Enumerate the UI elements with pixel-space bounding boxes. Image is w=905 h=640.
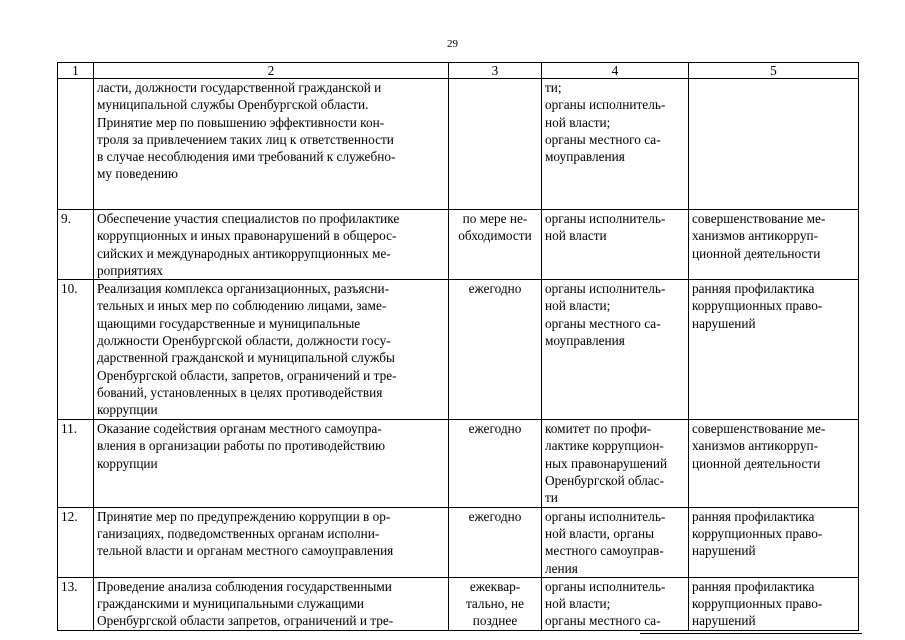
text-line: позднее <box>472 613 518 629</box>
text-line: ханизмов антикорруп- <box>692 438 819 454</box>
deadline-text <box>449 79 542 210</box>
text-line: ти <box>545 490 558 506</box>
item-number: 13. <box>58 577 94 630</box>
text-line: щающими государственные и муниципальные <box>97 315 361 331</box>
column-header-5: 5 <box>689 63 859 79</box>
expected-result-text <box>689 420 859 507</box>
text-line: лактике коррупцион- <box>545 438 664 454</box>
table-header-row <box>58 63 859 79</box>
executor-text <box>542 577 689 630</box>
text-line: ежеквар- <box>469 578 521 594</box>
text-line: троля за привлечением таких лиц к ответственности <box>97 131 394 147</box>
text-line: ежегодно <box>468 281 522 297</box>
text-line: по мере не- <box>462 211 528 226</box>
item-number: 11. <box>58 420 94 507</box>
item-number: 12. <box>58 507 94 577</box>
text-line: муниципальной службы Оренбургской области. <box>97 97 369 113</box>
text-line: коррупционных право- <box>692 596 823 612</box>
executor-text <box>542 507 689 577</box>
text-line: Оказание содействия органам местного самоупра- <box>97 421 382 437</box>
text-line: органы исполнитель- <box>545 211 666 226</box>
measure-text <box>94 280 449 420</box>
text-line: органы местного са- <box>545 613 661 629</box>
text-line: ранняя профилактика <box>692 281 815 297</box>
executor-text <box>542 280 689 420</box>
text-line: Проведение анализа соблюдения государственными <box>97 578 392 594</box>
text-line: ционной деятельности <box>692 455 821 471</box>
text-line: Принятие мер по повышению эффективности кон- <box>97 114 385 130</box>
measure-text <box>94 79 449 210</box>
bottom-divider <box>640 633 862 634</box>
column-header-1: 1 <box>58 63 94 79</box>
text-line: органы местного са- <box>545 315 661 331</box>
text-line: Обеспечение участия специалистов по профилактике <box>97 211 400 226</box>
text-line: органы исполнитель- <box>545 97 666 113</box>
text-line: Оренбургской области, запретов, ограничений и тре- <box>97 367 397 383</box>
text-line: органы исполнитель- <box>545 578 666 594</box>
item-number: 9. <box>58 210 94 280</box>
text-line: ционной деятельности <box>692 245 821 261</box>
text-line: бований, установленных в целях противодействия <box>97 384 383 400</box>
expected-result-text <box>689 79 859 210</box>
text-line: ранняя профилактика <box>692 508 815 524</box>
text-line: ной власти; <box>545 114 611 130</box>
measures-table <box>57 62 859 631</box>
text-line: ной власти, органы <box>545 525 655 541</box>
table-row <box>58 210 859 280</box>
text-line: ной власти <box>545 228 607 244</box>
text-line: комитет по профи- <box>545 421 652 437</box>
text-line: ной власти; <box>545 298 611 314</box>
text-line: тельной власти и органам местного самоуправления <box>97 543 394 559</box>
text-line: ежегодно <box>468 421 522 437</box>
text-line: нарушений <box>692 613 756 629</box>
text-line: обходимости <box>458 228 532 244</box>
item-number: 10. <box>58 280 94 420</box>
text-line: вления в организации работы по противодействию <box>97 438 386 454</box>
column-header-3: 3 <box>449 63 542 79</box>
table-row <box>58 577 859 630</box>
text-line: коррупционных право- <box>692 298 823 314</box>
expected-result-text <box>689 210 859 280</box>
text-line: ранняя профилактика <box>692 578 815 594</box>
text-line: тельных и иных мер по соблюдению лицами, заме- <box>97 298 387 314</box>
text-line: ганизациях, подведомственных органам исполни- <box>97 525 380 541</box>
table-body <box>58 79 859 631</box>
text-line: в случае несоблюдения ими требований к служебно- <box>97 149 396 165</box>
table-row <box>58 420 859 507</box>
text-line: нарушений <box>692 315 756 331</box>
text-line: ной власти; <box>545 596 611 612</box>
text-line: Оренбургской области запретов, ограничений и тре- <box>97 613 394 629</box>
text-line: ления <box>545 560 578 576</box>
text-line: Реализация комплекса организационных, разъясни- <box>97 281 390 297</box>
deadline-text <box>449 280 542 420</box>
text-line: тально, не <box>465 596 525 612</box>
deadline-text <box>449 507 542 577</box>
text-line: органы местного са- <box>545 131 661 147</box>
text-line: ежегодно <box>468 508 522 524</box>
text-line: дарственной гражданской и муниципальной службы <box>97 350 395 366</box>
table-row <box>58 280 859 420</box>
column-header-2: 2 <box>94 63 449 79</box>
item-number <box>58 79 94 210</box>
deadline-text <box>449 577 542 630</box>
table-row <box>58 507 859 577</box>
text-line: коррупции <box>97 402 158 418</box>
executor-text <box>542 420 689 507</box>
text-line: совершенствование ме- <box>692 211 826 226</box>
text-line: моуправления <box>545 149 625 165</box>
text-line: коррупционных и иных правонарушений в общерос- <box>97 228 397 244</box>
text-line: ти; <box>545 80 562 95</box>
page-number: 29 <box>447 38 458 50</box>
text-line: Оренбургской облас- <box>545 473 665 489</box>
table-row <box>58 79 859 210</box>
measure-text <box>94 420 449 507</box>
executor-text <box>542 210 689 280</box>
text-line: органы исполнитель- <box>545 508 666 524</box>
text-line: моуправления <box>545 333 625 349</box>
text-line: сийских и международных антикоррупционных ме- <box>97 245 391 261</box>
deadline-text <box>449 210 542 280</box>
expected-result-text <box>689 577 859 630</box>
executor-text <box>542 79 689 210</box>
deadline-text <box>449 420 542 507</box>
text-line: местного самоуправ- <box>545 543 664 559</box>
text-line: ных правонарушений <box>545 455 668 471</box>
text-line: нарушений <box>692 543 756 559</box>
text-line: ханизмов антикорруп- <box>692 228 819 244</box>
text-line: роприятиях <box>97 262 163 278</box>
column-header-4: 4 <box>542 63 689 79</box>
measure-text <box>94 210 449 280</box>
text-line: совершенствование ме- <box>692 421 826 437</box>
expected-result-text <box>689 507 859 577</box>
text-line: Принятие мер по предупреждению коррупции в ор- <box>97 508 391 524</box>
text-line: му поведению <box>97 166 178 182</box>
expected-result-text <box>689 280 859 420</box>
text-line: органы исполнитель- <box>545 281 666 297</box>
text-line: коррупции <box>97 455 158 471</box>
text-line: ласти, должности государственной гражданской и <box>97 80 382 95</box>
measure-text <box>94 507 449 577</box>
text-line: должности Оренбургской области, должности госу- <box>97 333 391 349</box>
measure-text <box>94 577 449 630</box>
text-line: гражданскими и муниципальными служащими <box>97 596 364 612</box>
text-line: коррупционных право- <box>692 525 823 541</box>
